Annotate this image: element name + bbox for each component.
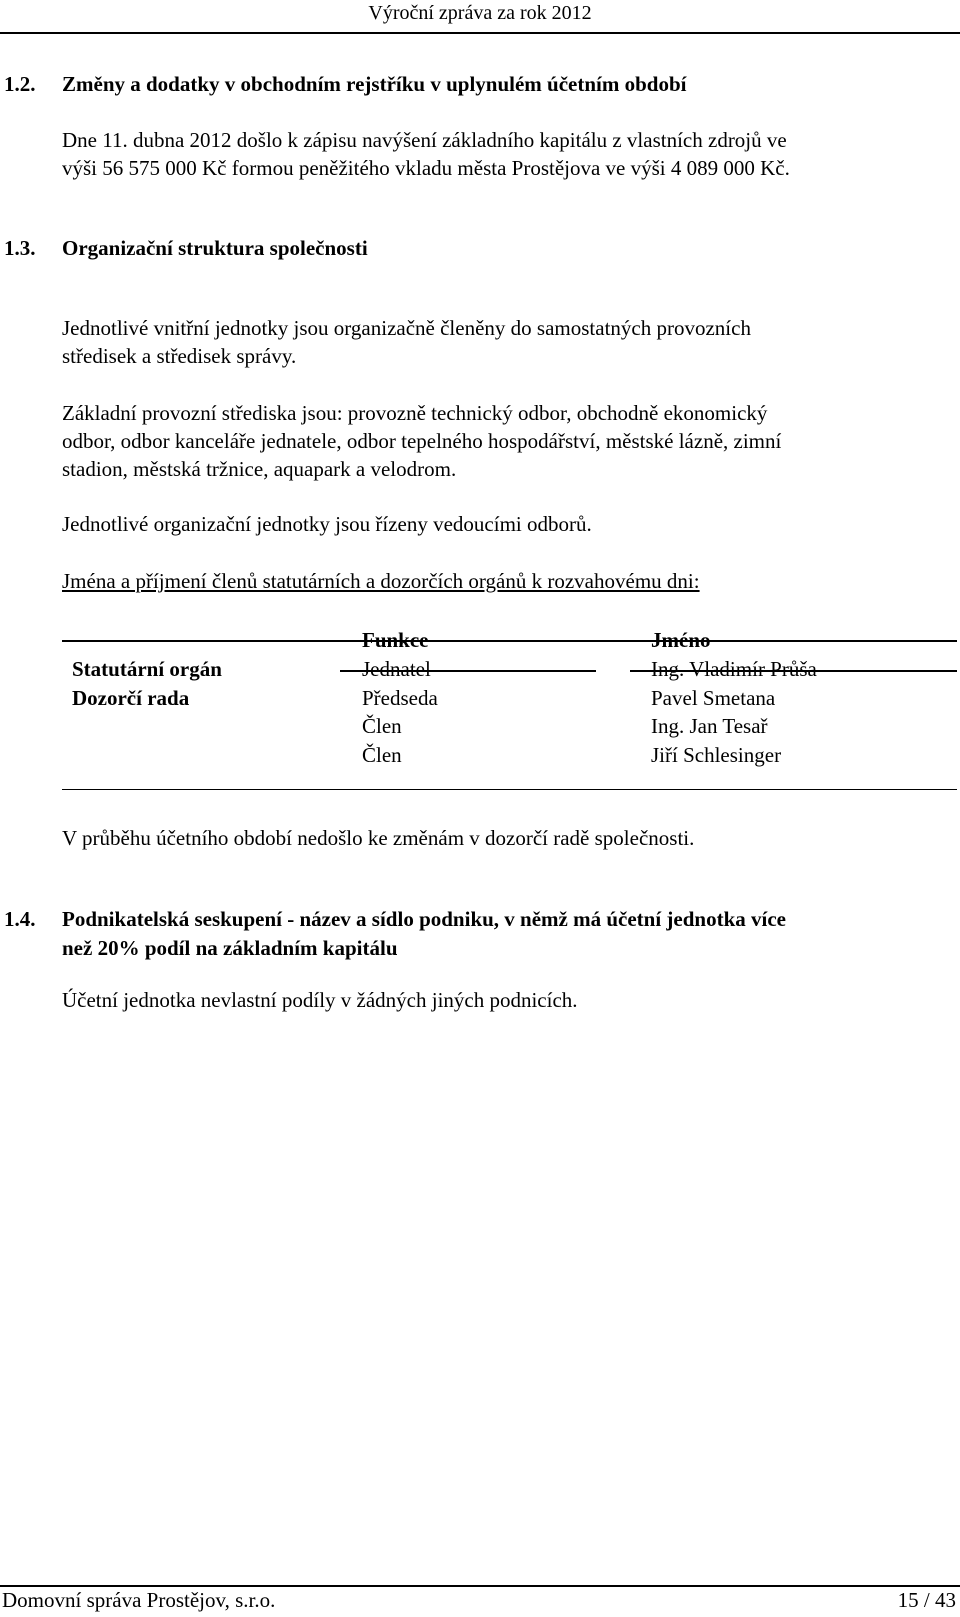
- page-header-title: Výroční zpráva za rok 2012: [368, 2, 592, 24]
- table-cell-funkce: Člen: [362, 714, 402, 738]
- table-cell-jmeno: Ing. Jan Tesař: [651, 714, 768, 738]
- section-1-2-title: Změny a dodatky v obchodním rejstříku v uplynulém účetním období: [62, 72, 687, 96]
- section-1-3-para4: V průběhu účetního období nedošlo ke změnám v dozorčí radě společnosti.: [62, 826, 695, 850]
- section-1-4-para: Účetní jednotka nevlastní podíly v žádných jiných podnicích.: [62, 988, 578, 1012]
- footer-company: Domovní správa Prostějov, s.r.o.: [2, 1588, 276, 1612]
- section-1-3-para2-line: stadion, městská tržnice, aquapark a velodrom.: [62, 457, 457, 481]
- section-1-3-para3: Jednotlivé organizační jednotky jsou řízeny vedoucími odborů.: [62, 512, 592, 536]
- section-1-2-number: 1.2.: [4, 72, 36, 96]
- section-1-4-title-line: Podnikatelská seskupení - název a sídlo podniku, v němž má účetní jednotka více: [62, 907, 787, 931]
- section-1-2-para-line: výši 56 575 000 Kč formou peněžitého vkladu města Prostějova ve výši 4 089 000 Kč.: [62, 156, 790, 180]
- table-bottom-rule: [62, 789, 957, 790]
- section-1-3-title: Organizační struktura společnosti: [62, 236, 368, 260]
- table-caption: Jména a příjmení členů statutárních a dozorčích orgánů k rozvahovému dni:: [62, 569, 700, 593]
- section-1-2-para-line: Dne 11. dubna 2012 došlo k zápisu navýšení základního kapitálu z vlastních zdrojů ve: [62, 128, 787, 152]
- section-1-3-number: 1.3.: [4, 236, 36, 260]
- section-1-3-para1-line: Jednotlivé vnitřní jednotky jsou organizačně členěny do samostatných provozních: [62, 316, 751, 340]
- table-cell-jmeno: Pavel Smetana: [651, 686, 776, 710]
- table-cell-jmeno: Jiří Schlesinger: [651, 743, 782, 767]
- footer-rule: [0, 1585, 960, 1587]
- table-top-rule: [62, 640, 957, 642]
- table-cell-organ: Statutární orgán: [72, 657, 222, 681]
- page-number: 15 / 43: [897, 1588, 956, 1612]
- table-header-funkce: Funkce: [362, 628, 429, 652]
- table-cell-funkce: Jednatel: [362, 657, 431, 681]
- table-cell-organ: Dozorčí rada: [72, 686, 190, 710]
- table-cell-funkce: Člen: [362, 743, 402, 767]
- table-cell-jmeno: Ing. Vladimír Průša: [651, 657, 817, 681]
- section-1-3-para2-line: odbor, odbor kanceláře jednatele, odbor tepelného hospodářství, městské lázně, zimní: [62, 429, 782, 453]
- section-1-4-title-line: než 20% podíl na základním kapitálu: [62, 936, 398, 960]
- table-cell-funkce: Předseda: [362, 686, 438, 710]
- section-1-3-para2-line: Základní provozní střediska jsou: provozně technický odbor, obchodně ekonomický: [62, 401, 768, 425]
- table-header-jmeno: Jméno: [651, 628, 711, 652]
- section-1-3-para1-line: středisek a středisek správy.: [62, 344, 297, 368]
- section-1-4-number: 1.4.: [4, 907, 36, 931]
- header-rule: [0, 32, 960, 34]
